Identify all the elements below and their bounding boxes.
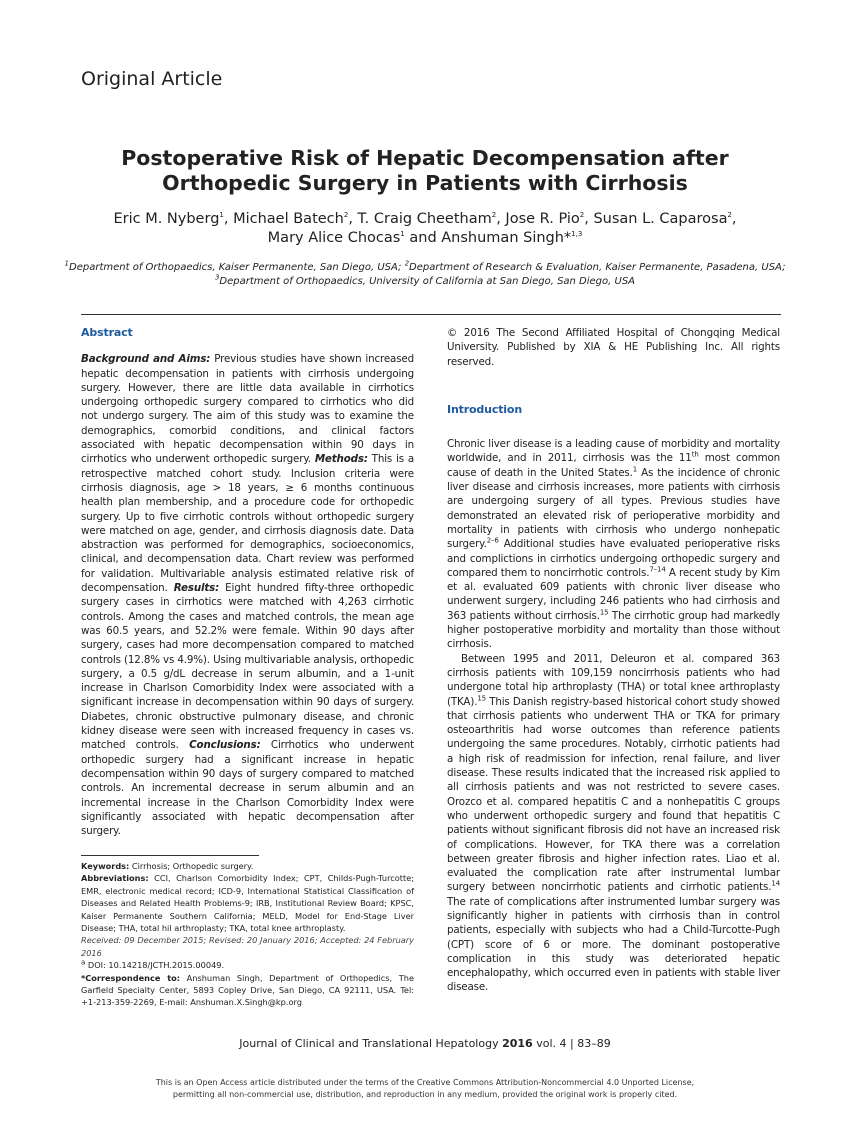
label: Conclusions: bbox=[189, 739, 261, 752]
label: Keywords: bbox=[81, 861, 130, 871]
text-run: , Michael Batech bbox=[223, 211, 344, 227]
doi bbox=[81, 959, 414, 971]
superscript: 2 bbox=[491, 211, 497, 220]
footnotes bbox=[81, 860, 414, 1009]
superscript: 1,3 bbox=[571, 230, 583, 239]
text-run: and Anshuman Singh* bbox=[404, 230, 572, 246]
license-notice bbox=[0, 1077, 850, 1100]
text-run: Chronic liver disease is a leading cause of morbidity and mortality worldwide, and in 2011, cirrhosis was the 11 bbox=[447, 438, 780, 465]
text-run: , T. Craig Cheetham bbox=[348, 211, 492, 227]
text-run: CCI, Charlson Comorbidity Index; CPT, Childs-Pugh-Turcotte; EMR, electronic medical record; ICD-9, International Statistical Classification of Diseases and Related Health Problems-9; IRB, Institutional Review Board; KPSC, Kaiser Permanente Southern California; MELD, Model for End-Stage Liver Disease; THA, total hil arthroplasty; TKA, total knee arthroplasty. bbox=[81, 873, 414, 934]
notes-divider bbox=[81, 855, 259, 856]
introduction-heading: Introduction bbox=[447, 402, 523, 416]
text-run: vol. 4 | 83–89 bbox=[532, 1037, 611, 1050]
section-label: Original Article bbox=[81, 68, 223, 90]
text-run: , Jose R. Pio bbox=[496, 211, 580, 227]
correspondence bbox=[81, 972, 414, 1009]
affiliations bbox=[60, 261, 790, 289]
label: Background and Aims: bbox=[81, 353, 211, 366]
license-line: This is an Open Access article distributed under the terms of the Creative Commons Attribution-Noncommercial 4.0 Unported License, bbox=[155, 1078, 695, 1087]
author-line bbox=[60, 229, 790, 248]
text-run: , bbox=[731, 211, 737, 227]
text-run: Cirrhotics who underwent orthopedic surgery had a significant increase in hepatic decompensation within 90 days of surgery compared to matched controls. An incremental decrease in serum albumin and an incremental increase in the Charlson Comorbidity Index were significantly associated with hepatic decompensation after surgery. bbox=[81, 739, 414, 838]
copyright: © 2016 The Second Affiliated Hospital of Chongqing Medical University. Published by XIA & HE Publishing Inc. All rights reserved. bbox=[447, 327, 780, 368]
license-line: permitting all non-commercial use, distribution, and reproduction in any medium, provided the original work is properly cited. bbox=[172, 1089, 678, 1099]
superscript: 15 bbox=[477, 694, 486, 703]
dates: Received: 09 December 2015; Revised: 20 January 2016; Accepted: 24 February 2016 bbox=[81, 935, 414, 958]
label: 2016 bbox=[502, 1037, 533, 1050]
superscript: 2 bbox=[579, 211, 585, 220]
superscript: a bbox=[81, 958, 86, 967]
superscript: 2 bbox=[404, 259, 410, 268]
superscript: th bbox=[691, 451, 699, 460]
title-line: Orthopedic Surgery in Patients with Cirrhosis bbox=[162, 171, 688, 195]
right-column bbox=[447, 326, 780, 995]
superscript: 1 bbox=[64, 259, 70, 268]
text-run: Eric M. Nyberg bbox=[113, 211, 220, 227]
author-line bbox=[60, 210, 790, 229]
label: Results: bbox=[173, 582, 220, 595]
text-run: As the incidence of chronic liver disease and cirrhosis increases, more patients with cirrhosis are undergoing surgery of all types. Previous studies have demonstrated an elevated risk of perioperative morbidity and mortality in patients with cirrhosis who undergo nonhepatic surgery. bbox=[447, 466, 780, 551]
superscript: 3 bbox=[214, 273, 220, 282]
abstract-body bbox=[81, 352, 414, 838]
keywords bbox=[81, 860, 414, 872]
superscript: 1 bbox=[632, 465, 638, 474]
label: *Correspondence to: bbox=[81, 972, 181, 983]
text-run: Department of Orthopaedics, University of California at San Diego, San Diego, USA bbox=[219, 276, 636, 287]
label: Abbreviations: bbox=[81, 873, 149, 884]
intro-paragraph bbox=[447, 652, 780, 995]
superscript: 1 bbox=[400, 230, 405, 239]
title-line: Postoperative Risk of Hepatic Decompensation after bbox=[121, 146, 729, 170]
text-run: A recent study by Kim et al. evaluated 609 patients with chronic liver disease who underwent surgery, including 246 patients who had cirrhosis and 363 patients without cirrhosis. bbox=[447, 566, 781, 622]
text-run: DOI: 10.14218/JCTH.2015.00049. bbox=[85, 960, 225, 971]
superscript: 2 bbox=[727, 211, 732, 220]
superscript: 2 bbox=[343, 211, 349, 220]
superscript: 7–14 bbox=[649, 565, 666, 574]
article-title bbox=[0, 146, 850, 196]
superscript: 15 bbox=[599, 608, 609, 617]
left-column bbox=[81, 326, 414, 838]
text-run: Department of Orthopaedics, Kaiser Permanente, San Diego, USA; bbox=[69, 262, 405, 273]
header-divider bbox=[81, 314, 781, 315]
text-run: most common cause of death in the United States. bbox=[447, 452, 781, 479]
text-run: Cirrhosis; Orthopedic surgery. bbox=[129, 861, 254, 871]
text-run: This Danish registry-based historical cohort study showed that cirrhosis patients who underwent THA or TKA for primary osteoarthritis had worse outcomes than reference patients undergoing the same procedures. Notably, cirrhotic patients had a high risk of readmission for infection, renal failure, and liver disease. These results indicated that the increased risk applied to all cirrhosis patients and was not restricted to severe cases. Orozco et al. compared hepatitis C and a nonhepatitis C groups who underwent orthopedic surgery and found that hepatitis C patients without significant fibrosis did not have an increased risk of complications. However, for TKA there was a correlation between greater fibrosis and higher infection rates. Liao et al. evaluated the complication rate after instrumental lumbar surgery between noncirrhotic patients and cirrhotic patients. bbox=[447, 695, 780, 894]
intro-paragraph bbox=[447, 437, 780, 651]
superscript: 2–6 bbox=[486, 536, 499, 545]
superscript: 14 bbox=[771, 879, 780, 888]
text-run: Department of Research & Evaluation, Kaiser Permanente, Pasadena, USA; bbox=[409, 262, 786, 273]
superscript: 1 bbox=[219, 211, 224, 220]
abstract-heading: Abstract bbox=[81, 326, 133, 339]
text-run: Additional studies have evaluated perioperative risks and complictions in cirrhotics undergoing orthopedic surgery and compared them to noncirrhotic controls. bbox=[447, 538, 780, 579]
label: Methods: bbox=[314, 453, 368, 466]
journal-footer bbox=[0, 1037, 850, 1050]
text-run: The rate of complications after instrumented lumbar surgery was significantly higher in patients with cirrhosis than in control patients, especially with subjects who had a Child-Turcotte-Pugh (CPT) score of 6 or more. The dominant postoperative complication in this study was deteriorated hepatic encephalopathy, which occurred even in patients with stable liver disease. bbox=[447, 895, 780, 994]
text-run: The cirrhotic group had markedly higher postoperative morbidity and mortality than those without cirrhosis. bbox=[447, 609, 780, 651]
text-run: This is a retrospective matched cohort study. Inclusion criteria were cirrhosis diagnosis, age > 18 years, ≥ 6 months continuous health plan membership, and a procedure code for orthopedic surgery. Up to five cirrhotic controls without orthopedic surgery were matched on age, gender, and cirrhosis diagnosis date. Data abstraction was performed for demographics, socioeconomics, clinical, and decompensation data. Chart review was performed for validation. Multivariable analysis estimated relative risk of decompensation. bbox=[81, 453, 414, 595]
text-run: Journal of Clinical and Translational Hepatology bbox=[239, 1037, 503, 1050]
text-run: Previous studies have shown increased hepatic decompensation in patients with cirrhosis undergoing surgery. However, there are little data available in cirrhotics undergoing orthopedic surgery compared to cirrhotics who did not undergo surgery. The aim of this study was to examine the demographics, comorbid conditions, and clinical factors associated with hepatic decompensation within 90 days in cirrhotics who underwent orthopedic surgery. bbox=[81, 353, 414, 466]
text-run: Anshuman Singh, Department of Orthopedics, The Garfield Specialty Center, 5893 Copley Drive, San Diego, CA 92111, USA. Tel: +1-213-359-2269, E-mail: Anshuman.X.Singh@kp.org bbox=[81, 972, 414, 1008]
abbreviations bbox=[81, 872, 414, 934]
text-run: Between 1995 and 2011, Deleuron et al. compared 363 cirrhosis patients with 109,159 noncirrhosis patients who had undergone total hip arthroplasty (THA) or total knee arthroplasty (TKA). bbox=[447, 652, 780, 708]
author-list bbox=[60, 210, 790, 248]
text-run: , Susan L. Caparosa bbox=[584, 211, 728, 227]
text-run: Eight hundred fifty-three orthopedic surgery cases in cirrhotics were matched with 4,263 cirrhotic controls. Among the cases and matched controls, the mean age was 60.5 years, and 52.2% were female. Within 90 days after surgery, cases had more decompensation compared to matched controls (12.8% vs 4.9%). Using multivariable analysis, orthopedic surgery, a 0.5 g/dL decrease in serum albumin, and a 1-unit increase in Charlson Comorbidity Index were associated with a significant increase in decompensation within 90 days of surgery. Diabetes, chronic obstructive pulmonary disease, and chronic kidney disease were seen with increased frequency in cases vs. matched controls. bbox=[81, 582, 414, 752]
text-run: Mary Alice Chocas bbox=[267, 230, 401, 246]
